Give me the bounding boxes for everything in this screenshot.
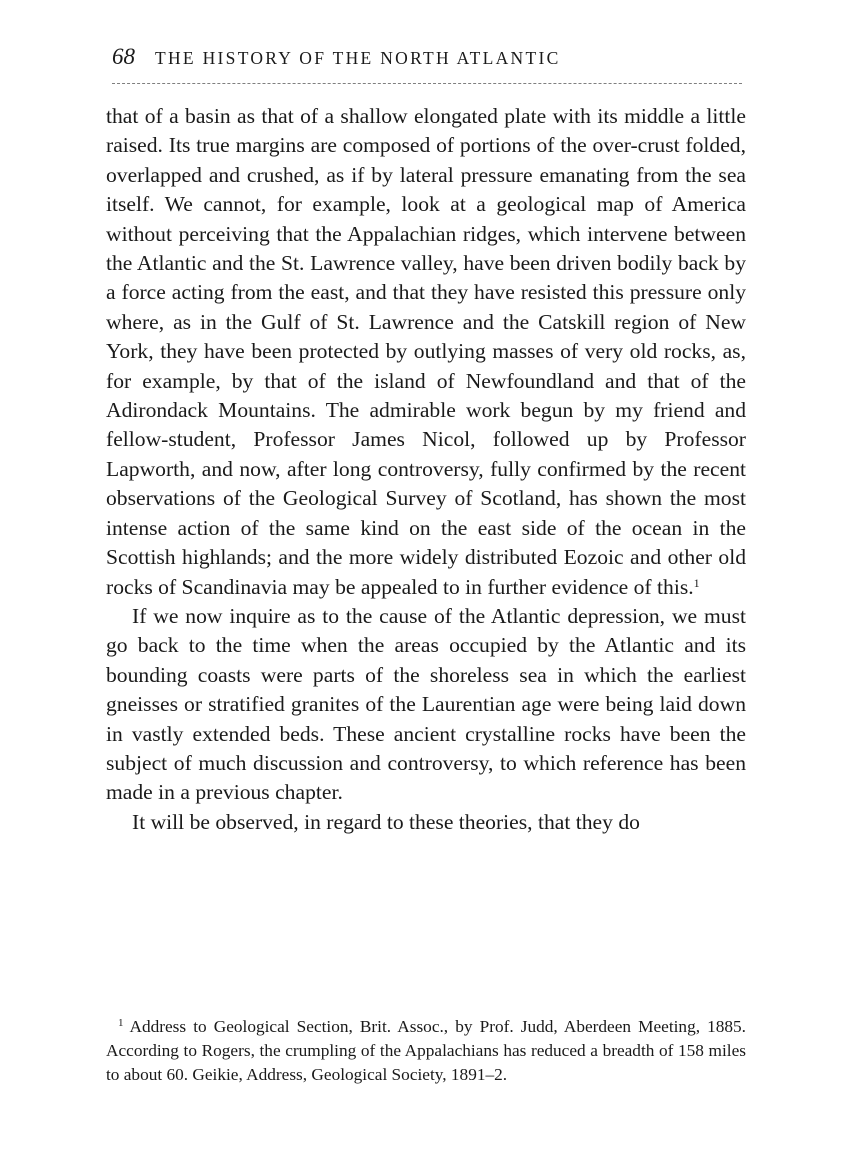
footnote-1 <box>106 1015 746 1088</box>
footnote-reference[interactable]: 1 <box>693 575 700 590</box>
page-number: 68 <box>112 44 135 69</box>
footnote-marker: 1 <box>118 1017 124 1029</box>
paragraph-2: If we now inquire as to the cause of the Atlantic depression, we must go back to the time when the areas occupied by the Atlantic and its bounding coasts were parts of the shoreless sea in which the earliest gneisses or stratified granites of the Laurentian age were being laid down in vastly extended beds. These ancient crystalline rocks have been the subject of much discussion and controversy, to which reference has been made in a previous chapter. <box>106 603 746 805</box>
paragraph-3: It will be observed, in regard to these theories, that they do <box>132 809 640 834</box>
footnote-text: Address to Geological Section, Brit. Assoc., by Prof. Judd, Aberdeen Meeting, 1885. According to Rogers, the crumpling of the Appalachians has reduced a breadth of 158 miles to about 60. Geikie, Address, Geological Society, 1891–2. <box>106 1017 746 1085</box>
paragraph-1-text: that of a basin as that of a shallow elongated plate with its middle a little raised. Its true margins are composed of portions of the over-crust folded, overlapped and crushed, as if by lateral pressure emanating from the sea itself. We cannot, for example, look at a geological map of America without perceiving that the Appalachian ridges, which intervene between the Atlantic and the St. Lawrence valley, have been driven bodily back by a force acting from the east, and that they have resisted this pressure only where, as in the Gulf of St. Lawrence and the Catskill region of New York, they have been protected by outlying masses of very old rocks, as, for example, by that of the island of Newfoundland and that of the Adirondack Mountains. The admirable work begun by my friend and fellow-student, Professor James Nicol, followed up by Professor Lapworth, and now, after long controversy, fully confirmed by the recent observations of the Geological Survey of Scotland, has shown the most intense action of the same kind on the east side of the ocean in the Scottish highlands; and the more widely distributed Eozoic and other old rocks of Scandinavia may be appealed to in further evidence of this. <box>106 104 746 599</box>
paragraph-1 <box>106 102 746 602</box>
footnote <box>106 1015 746 1088</box>
main-text <box>106 102 746 837</box>
running-head: THE HISTORY OF THE NORTH ATLANTIC <box>155 48 561 68</box>
header-rule <box>112 83 742 84</box>
page-header <box>112 44 752 78</box>
